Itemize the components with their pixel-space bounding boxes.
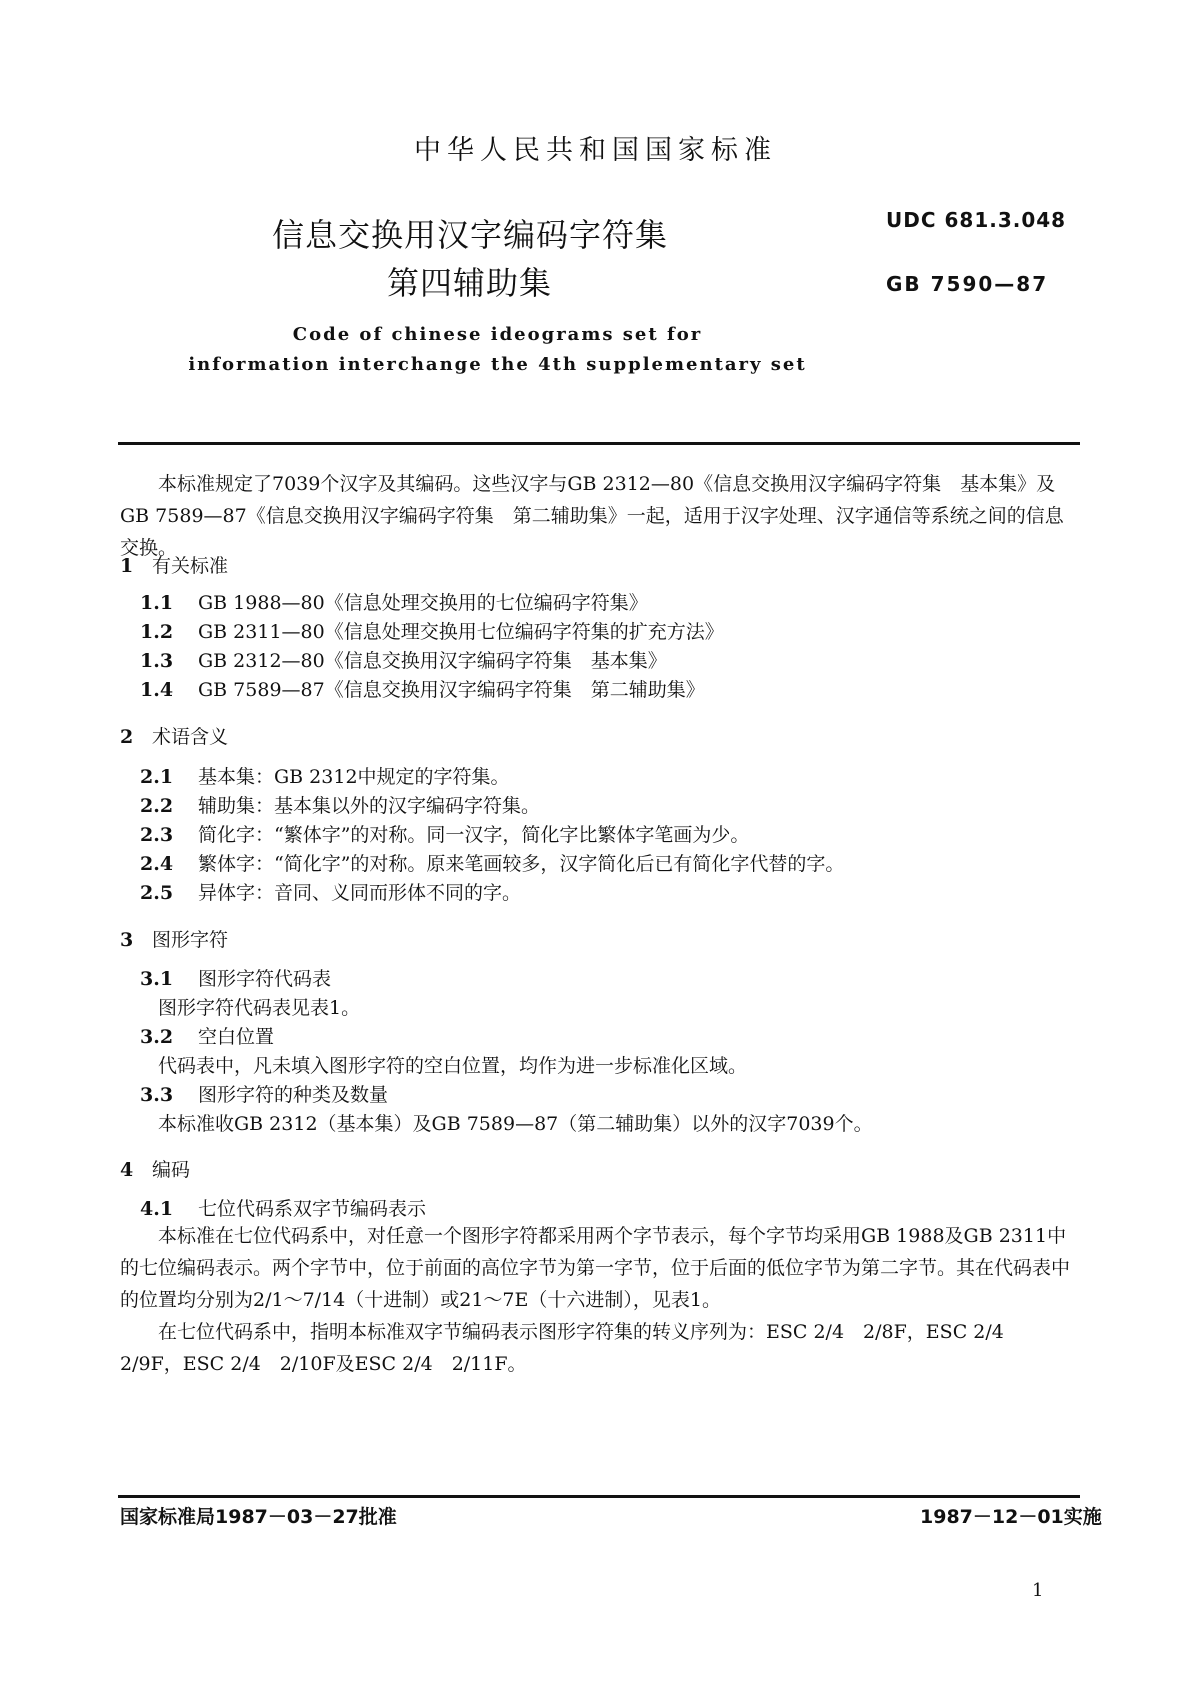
list-item [140,1194,426,1221]
page-number: 1 [1032,1580,1044,1601]
list-item [140,1022,274,1049]
list-item [140,762,510,789]
section-number: 3 [120,929,134,951]
section-title: 编码 [152,1159,191,1181]
item-text: 空白位置 [198,1026,275,1048]
item-body: 代码表中，凡未填入图形字符的空白位置，均作为进一步标准化区域。 [158,1055,748,1077]
item-number: 2.1 [140,766,174,788]
list-item [140,1080,388,1107]
section-number: 1 [120,555,134,577]
header-divider [118,442,1080,445]
footer-divider [118,1495,1080,1498]
item-text: GB 2312—80《信息交换用汉字编码字符集 基本集》 [198,650,667,672]
item-text: 简化字：“繁体字”的对称。同一汉字，简化字比繁体字笔画为少。 [198,824,750,846]
item-number: 3.3 [140,1084,174,1106]
list-item [140,646,667,673]
section-title: 图形字符 [152,929,229,951]
issuing-agency: 中华人民共和国国家标准 [414,135,777,166]
section-1-heading [120,551,228,578]
item-text: 基本集：GB 2312中规定的字符集。 [198,766,510,788]
item-text: 七位代码系双字节编码表示 [198,1198,427,1220]
effective-date: 1987－12－01实施 [920,1506,1102,1528]
list-item [140,849,844,876]
item-text: GB 2311—80《信息处理交换用七位编码字符集的扩充方法》 [198,621,724,643]
item-text: 辅助集：基本集以外的汉字编码字符集。 [198,795,541,817]
item-number: 2.4 [140,853,174,875]
item-number: 1.2 [140,621,174,643]
title-chinese-line1: 信息交换用汉字编码字符集 [272,216,669,254]
item-number: 4.1 [140,1198,174,1220]
item-number: 2.2 [140,795,174,817]
standard-number: GB 7590—87 [886,272,1049,296]
item-number: 2.5 [140,882,174,904]
section-2-heading [120,722,228,749]
item-number: 1.3 [140,650,174,672]
section-4-heading [120,1155,190,1182]
item-text: GB 7589—87《信息交换用汉字编码字符集 第二辅助集》 [198,679,705,701]
item-text: GB 1988—80《信息处理交换用的七位编码字符集》 [198,592,648,614]
approval-date: 国家标准局1987－03－27批准 [120,1506,397,1528]
section-3-heading [120,925,228,952]
list-item [140,675,705,702]
item-number: 3.2 [140,1026,174,1048]
section-number: 4 [120,1159,134,1181]
encoding-paragraph-1: 本标准在七位代码系中，对任意一个图形字符都采用两个字节表示，每个字节均采用GB 1988及GB 2311中的七位编码表示。两个字节中，位于前面的高位字节为第一字节，位于后面的低位字节为第二字节。其在代码表中的位置均分别为2/1～7/14（十进制）或21～7E（十六进制），见表1。 [120,1225,1071,1311]
item-body: 图形字符代码表见表1。 [158,997,361,1019]
section-title: 术语含义 [152,726,229,748]
title-english-line1: Code of chinese ideograms set for [292,324,703,345]
section-title: 有关标准 [152,555,229,577]
list-item [140,791,540,818]
intro-paragraph: 本标准规定了7039个汉字及其编码。这些汉字与GB 2312—80《信息交换用汉字编码字符集 基本集》及GB 7589—87《信息交换用汉字编码字符集 第二辅助集》一起，适用于汉字处理、汉字通信等系统之间的信息交换。 [120,473,1064,559]
item-text: 图形字符代码表 [198,968,332,990]
item-number: 2.3 [140,824,174,846]
list-item [140,820,749,847]
title-english-line2: information interchange the 4th supplementary set [188,354,807,375]
section-number: 2 [120,726,134,748]
list-item [140,964,331,991]
udc-number: UDC 681.3.048 [886,208,1067,232]
title-chinese-line2: 第四辅助集 [387,264,553,302]
item-text: 繁体字：“简化字”的对称。原来笔画较多，汉字简化后已有简化字代替的字。 [198,853,845,875]
list-item [140,588,648,615]
item-number: 1.1 [140,592,174,614]
list-item [140,878,521,905]
item-text: 图形字符的种类及数量 [198,1084,389,1106]
item-text: 异体字：音同、义同而形体不同的字。 [198,882,522,904]
encoding-paragraph-2: 在七位代码系中，指明本标准双字节编码表示图形字符集的转义序列为：ESC 2/4 2/8F，ESC 2/4 2/9F，ESC 2/4 2/10F及ESC 2/4 2/11F。 [120,1321,1023,1375]
item-body: 本标准收GB 2312（基本集）及GB 7589—87（第二辅助集）以外的汉字7039个。 [158,1113,873,1135]
item-number: 3.1 [140,968,174,990]
list-item [140,617,724,644]
item-number: 1.4 [140,679,174,701]
